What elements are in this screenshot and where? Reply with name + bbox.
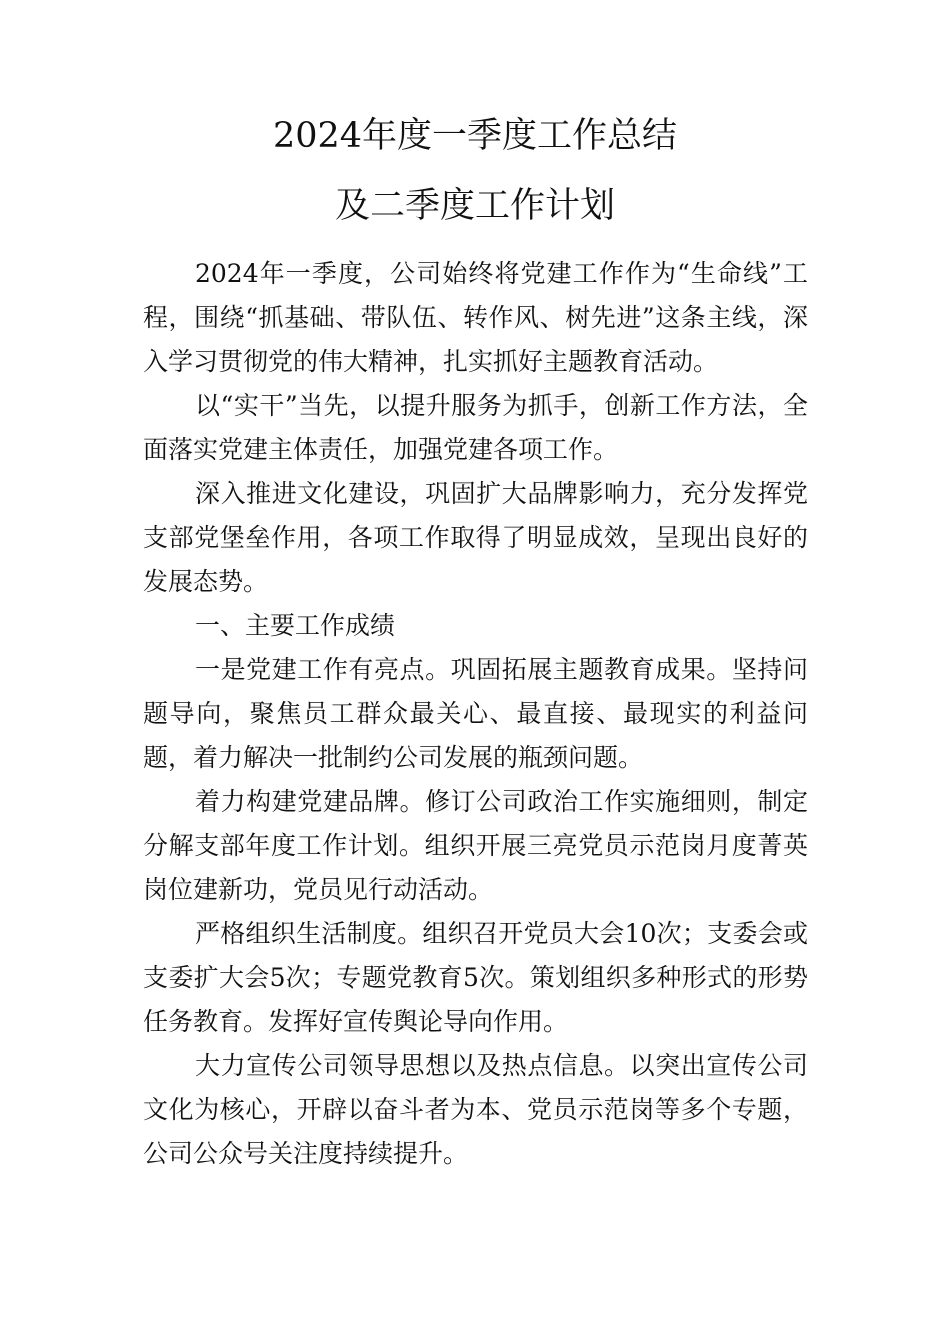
paragraph-intro: 2024年一季度，公司始终将党建工作作为“生命线”工程，围绕“抓基础、带队伍、转作风、树先进”这条主线，深入学习贯彻党的伟大精神，扎实抓好主题教育活动。: [143, 259, 808, 376]
paragraph-org-life: 严格组织生活制度。组织召开党员大会10次；支委会或支委扩大会5次；专题党教育5次。策划组织多种形式的形势任务教育。发挥好宣传舆论导向作用。: [143, 919, 808, 1036]
section-heading-achievements: 一、主要工作成绩: [195, 611, 396, 640]
paragraph-highlights: 一是党建工作有亮点。巩固拓展主题教育成果。坚持问题导向，聚焦员工群众最关心、最直接、最现实的利益问题，着力解决一批制约公司发展的瓶颈问题。: [143, 655, 808, 772]
paragraph-publicity: 大力宣传公司领导思想以及热点信息。以突出宣传公司文化为核心，开辟以奋斗者为本、党员示范岗等多个专题，公司公众号关注度持续提升。: [143, 1051, 808, 1168]
paragraph-shigan: 以“实干”当先，以提升服务为抓手，创新工作方法，全面落实党建主体责任，加强党建各项工作。: [143, 391, 808, 464]
paragraph-culture: 深入推进文化建设，巩固扩大品牌影响力，充分发挥党支部党堡垒作用，各项工作取得了明显成效，呈现出良好的发展态势。: [143, 479, 808, 596]
paragraph-brand: 着力构建党建品牌。修订公司政治工作实施细则，制定分解支部年度工作计划。组织开展三亮党员示范岗月度菁英岗位建新功，党员见行动活动。: [143, 787, 808, 904]
document-body: [143, 252, 808, 1176]
document-title-line-1: 2024年度一季度工作总结: [272, 116, 678, 156]
document-title-line-2: 及二季度工作计划: [334, 186, 615, 226]
